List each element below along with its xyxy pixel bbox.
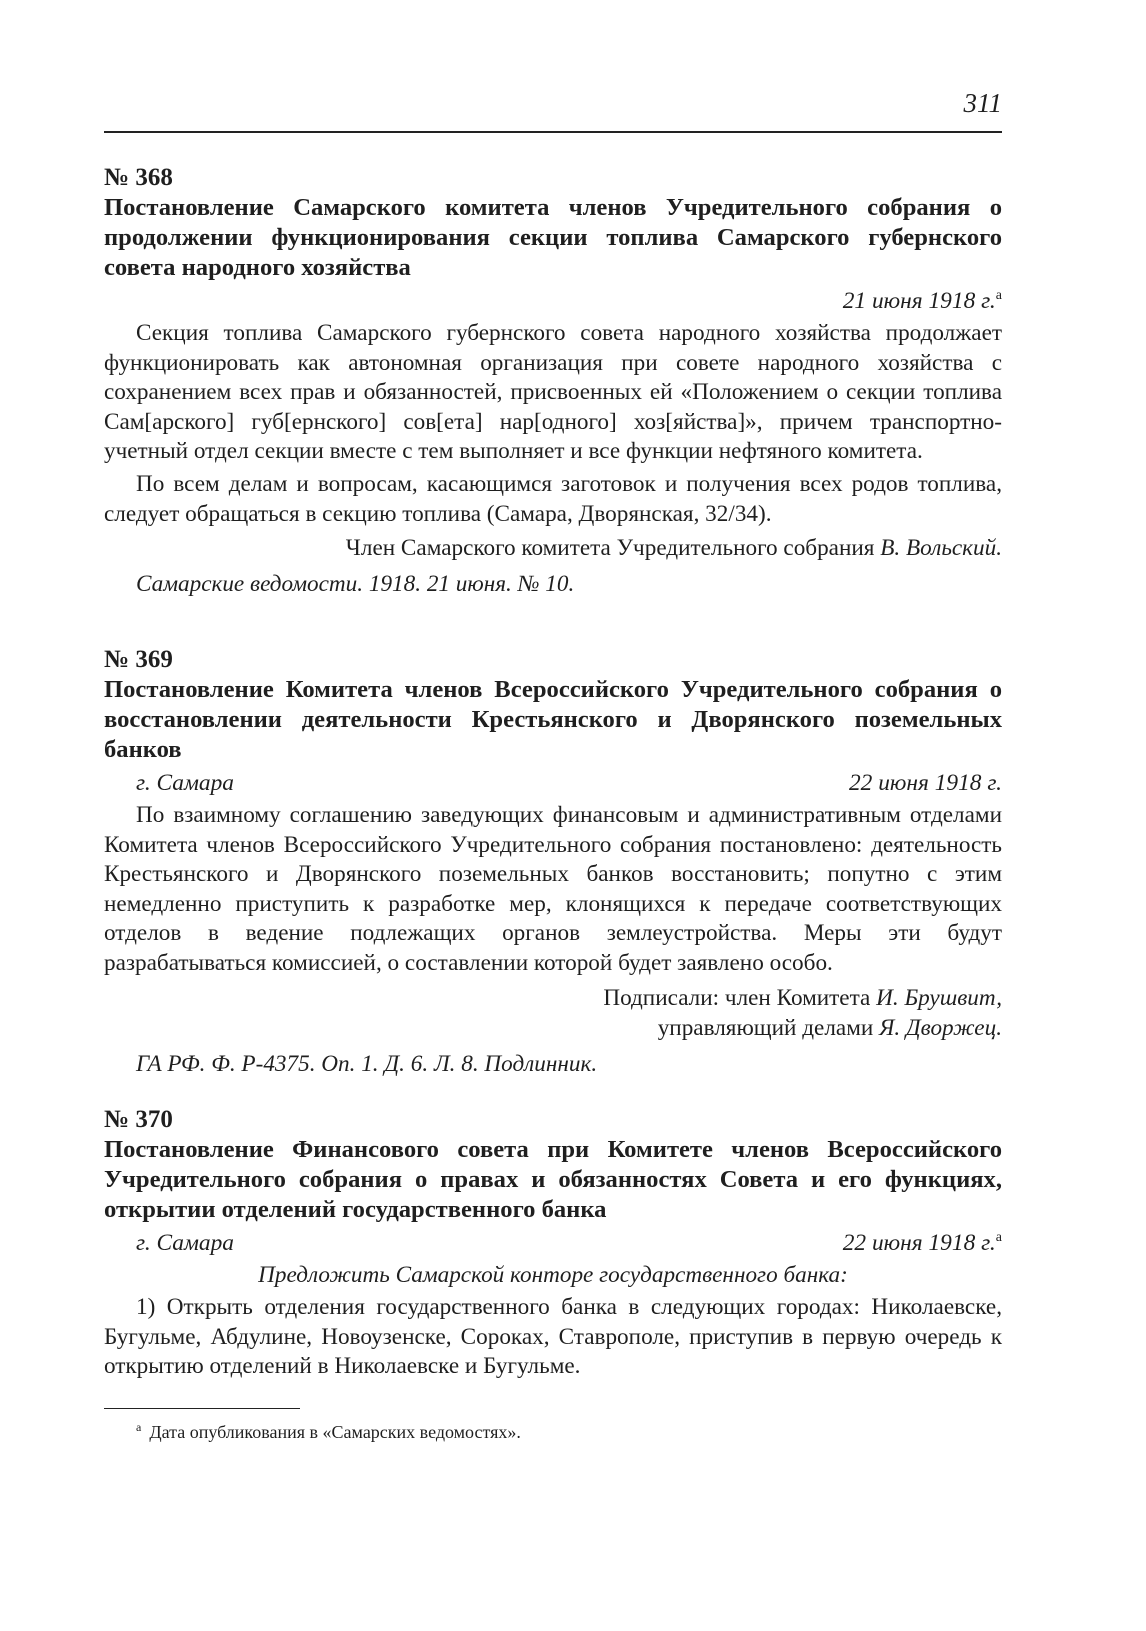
document-date: 22 июня 1918 г. [848,770,1002,796]
footnote-ref: а [995,288,1002,304]
signature [104,533,1002,563]
header-rule [104,131,1002,133]
paragraph: По всем делам и вопросам, касающимся заготовок и получения всех родов топлива, следует обращаться в секцию топлива (Самара, Дворянская, 32/34). [104,470,1002,527]
document-place: г. Самара [136,770,234,796]
paragraph: 1) Открыть отделения государственного банка в следующих городах: Николаевске, Бугульме, Абдулине, Новоузенске, Сороках, Ставрополе, приступив в первую очередь к открытию отделений в Николаевске и Бугульме. [104,1294,1002,1380]
document-368 [104,163,1002,599]
document-title: Постановление Комитета членов Всероссийского Учредительного собрания о восстановлении деятельности Крестьянского и Дворянского поземельных банков [104,676,1002,763]
document-number: № 368 [104,164,173,191]
signature [104,983,1002,1013]
footnote-mark: а [136,1420,142,1434]
document-place: г. Самара [136,1230,234,1256]
document-title: Постановление Самарского комитета членов Учредительного собрания о продолжении функционирования секции топлива Самарского губернского совета народного хозяйства [104,194,1002,281]
document-meta [104,1228,1002,1258]
document-meta [104,286,1002,316]
document-date: 21 июня 1918 г.$^а$ [842,288,1002,314]
document-source: ГА РФ. Ф. Р-4375. Оп. 1. Д. 6. Л. 8. Подлинник. [136,1050,598,1077]
document-369 [104,645,1002,1079]
signature [104,1013,1002,1043]
document-meta [104,768,1002,798]
signature-name: И. Брушвит, [876,984,1002,1011]
paragraph: По взаимному соглашению заведующих финансовым и административным отделами Комитета членов Всероссийского Учредительного собрания постановлено: деятельность Крестьянского и Дворянского поземельных банков восстановить; попутно с этим немедленно приступить к разработке мер, клонящихся к передаче соответствующих отделов в ведение подлежащих органов землеустройства. Меры эти будут разрабатываться комиссией, о составлении которой будет заявлено особо. [104,802,1002,976]
document-number: № 370 [104,1106,173,1133]
footnote-ref: а [995,1230,1002,1246]
document-title: Постановление Финансового совета при Комитете членов Всероссийского Учредительного собрания о правах и обязанностях Совета и его функциях, открытии отделений государственного банка [104,1136,1002,1223]
signature-role: Член Самарского комитета Учредительного собрания [345,535,875,562]
document-370 [104,1105,1002,1382]
document-number: № 369 [104,646,173,673]
signature-name: Я. Дворжец. [879,1014,1002,1041]
document-source: Самарские ведомости. 1918. 21 июня. № 10. [136,571,575,598]
signature-role: управляющий делами [657,1014,874,1041]
page-number: 311 [963,88,1002,118]
document-date: 22 июня 1918 г.$^а$ [842,1230,1002,1256]
signature-role: Подписали: член Комитета [603,984,871,1011]
footnote [136,1420,521,1444]
footnote-text: Дата опубликования в «Самарских ведомостях». [149,1422,521,1442]
document-lead: Предложить Самарской конторе государственного банка: [258,1262,848,1288]
paragraph: Секция топлива Самарского губернского совета народного хозяйства продолжает функционировать как автономная организация при совете народного хозяйства с сохранением всех прав и обязанностей, присвоенных ей «Положением о секции топлива Сам[арского] губ[ернского] сов[ета] нар[одного] хоз[яйства]», причем транспортно-учетный отдел секции вместе с тем выполняет и все функции нефтяного комитета. [104,320,1002,465]
footnote-rule [104,1408,300,1409]
signature-name: В. Вольский. [880,535,1002,562]
